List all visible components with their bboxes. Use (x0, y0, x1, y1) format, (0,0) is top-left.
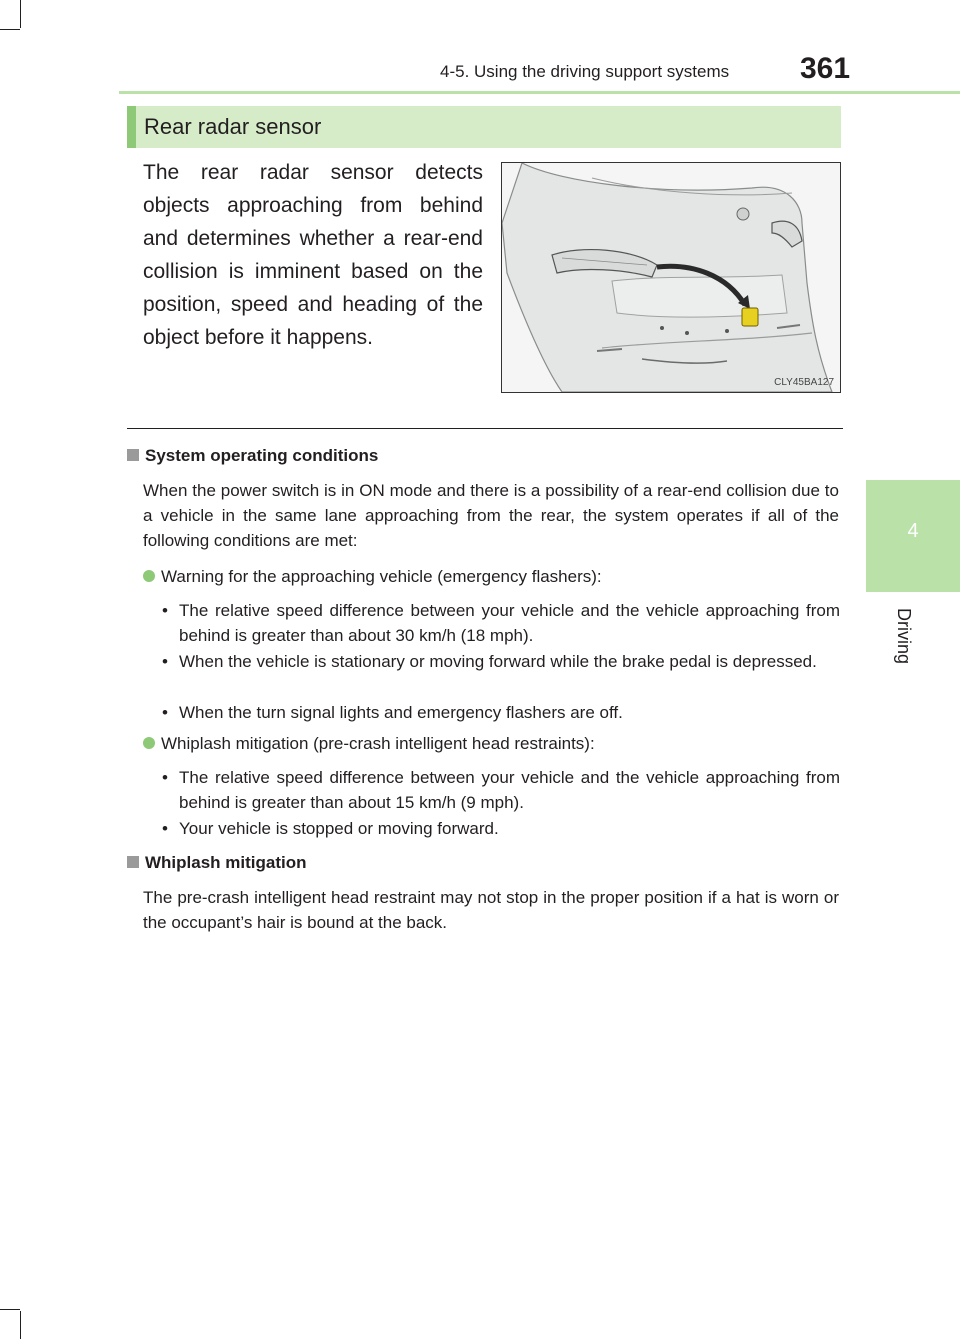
bullet-heading: Warning for the approaching vehicle (emergency flashers): (143, 564, 602, 589)
circle-bullet-icon (143, 570, 155, 582)
subsection-title: System operating conditions (127, 443, 378, 468)
section-heading-text: Rear radar sensor (144, 114, 322, 139)
running-header: 4-5. Using the driving support systems (440, 62, 730, 81)
figure-code: CLY45BA127 (774, 377, 834, 388)
crop-mark (0, 1309, 20, 1310)
chapter-label-text: Driving (894, 608, 914, 665)
chapter-tab (866, 480, 960, 592)
list-item: • When the turn signal lights and emergency flashers are off. (162, 700, 840, 725)
chapter-number: 4 (907, 520, 919, 542)
list-item: • The relative speed difference between your vehicle and the vehicle approaching from behind is greater than about 15 km/h (9 mph). (162, 765, 840, 815)
square-bullet-icon (127, 856, 139, 868)
crop-mark (0, 29, 20, 30)
list-item: • Your vehicle is stopped or moving forward. (162, 816, 840, 841)
crop-mark (20, 1311, 21, 1339)
bullet-heading: Whiplash mitigation (pre-crash intelligent head restraints): (143, 731, 595, 756)
car-rear-illustration (502, 163, 840, 392)
list-item: • When the vehicle is stationary or moving forward while the brake pedal is depressed. (162, 649, 840, 674)
list-item: • The relative speed difference between your vehicle and the vehicle approaching from behind is greater than about 30 km/h (18 mph). (162, 598, 840, 648)
section-heading (127, 106, 841, 148)
rear-radar-sensor-figure (501, 162, 841, 393)
radar-sensor-highlight (742, 308, 758, 326)
crop-mark (20, 0, 21, 28)
page-number: 361 (800, 52, 851, 85)
circle-bullet-icon (143, 737, 155, 749)
header-rule (119, 91, 960, 94)
square-bullet-icon (127, 449, 139, 461)
chapter-label (874, 608, 954, 678)
subsection-paragraph: The pre-crash intelligent head restraint may not stop in the proper position if a hat is worn or the occupant’s hair is bound at the back. (143, 888, 839, 932)
intro-paragraph: The rear radar sensor detects objects approaching from behind and determines whether a rear-end collision is imminent based on the position, speed and heading of the object before it happens. (143, 161, 483, 349)
section-divider (127, 428, 843, 429)
subsection-paragraph: When the power switch is in ON mode and there is a possibility of a rear-end collision due to a vehicle in the same lane approaching from the rear, the system operates if all of the following conditions are met: (143, 481, 839, 550)
subsection-title: Whiplash mitigation (127, 850, 307, 875)
